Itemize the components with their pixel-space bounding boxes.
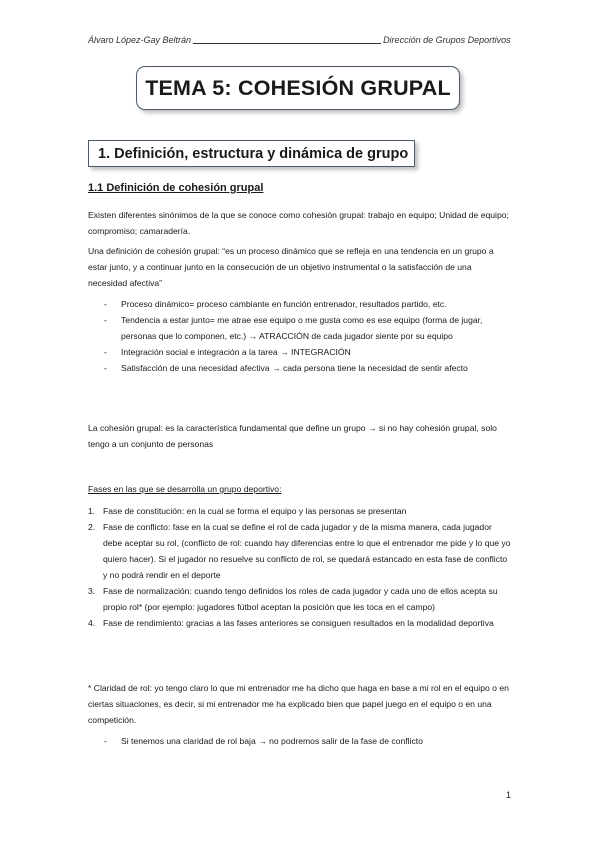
list-item: 3. Fase de normalización: cuando tengo definidos los roles de cada jugador y cada uno de ellos acepta su propio rol* (por ejemplo: jugadores fútbol aceptan la posición que les toca en el campo) (88, 586, 498, 612)
page-number: 1 (506, 790, 512, 800)
header-author: Álvaro López-Gay Beltrán (88, 35, 192, 45)
list-item: - Si tenemos una claridad de rol baja → no podremos salir de la fase de conflicto (104, 736, 423, 746)
paragraph-definition: Una definición de cohesión grupal: “es un proceso dinámico que se refleja en una tendencia en un grupo a estar junto, y a continuar junto en la consecución de un objetivo instrumental o la satisfacción de una necesidad afectiva” (88, 246, 494, 288)
list-item: - Satisfacción de una necesidad afectiva → cada persona tiene la necesidad de sentir afecto (104, 363, 468, 373)
section-box (88, 140, 415, 167)
title-box (136, 66, 460, 110)
header-rule (193, 35, 381, 44)
page-header (88, 35, 514, 45)
paragraph-cohesion: La cohesión grupal: es la característica fundamental que define un grupo → si no hay cohesión grupal, solo tengo a un conjunto de personas (88, 423, 497, 449)
list-item: - Integración social e integración a la tarea → INTEGRACIÓN (104, 347, 351, 357)
definition-bullets (88, 296, 512, 376)
list-item: - Proceso dinámico= proceso cambiante en función entrenador, resultados partido, etc. (104, 299, 447, 309)
role-clarity-bullets (88, 733, 512, 749)
subheading: 1.1 Definición de cohesión grupal (88, 182, 264, 194)
paragraph-synonyms: Existen diferentes sinónimos de la que se conoce como cohesión grupal: trabajo en equipo; Unidad de equipo; compromiso; camaradería. (88, 210, 509, 236)
page-title: TEMA 5: COHESIÓN GRUPAL (145, 75, 451, 100)
phases-list (88, 503, 512, 631)
list-item: 1. Fase de constitución: en la cual se forma el equipo y las personas se presentan (88, 506, 407, 516)
footnote-role-clarity: * Claridad de rol: yo tengo claro lo que mi entrenador me ha dicho que haga en base a mi rol en el equipo o en ciertas situaciones, es decir, si mi entrenador me ha explicado bien que papel juego en el equipo o en una competición. (88, 683, 509, 725)
list-item: 4. Fase de rendimiento: gracias a las fases anteriores se consiguen resultados en la modalidad deportiva (88, 618, 494, 628)
list-item: - Tendencia a estar junto= me atrae ese equipo o me gusta como es ese equipo (forma de jugar, personas que lo componen, etc.) → ATRACCIÓN de cada jugador siente por su equipo (104, 315, 483, 341)
section-title: 1. Definición, estructura y dinámica de grupo (98, 145, 409, 162)
phases-heading: Fases en las que se desarrolla un grupo deportivo: (88, 484, 282, 494)
list-item: 2. Fase de conflicto: fase en la cual se define el rol de cada jugador y de la misma manera, cada jugador debe aceptar su rol, (conflicto de rol: cuando hay diferencias entre lo que el entrenador me pide y lo que yo quiero hacer). Si el jugador no resuelve su conflicto de rol, se quedará estancado en esta fase de conflicto y no podrá rendir en el deporte (88, 522, 511, 580)
header-subject: Dirección de Grupos Deportivos (383, 35, 511, 45)
